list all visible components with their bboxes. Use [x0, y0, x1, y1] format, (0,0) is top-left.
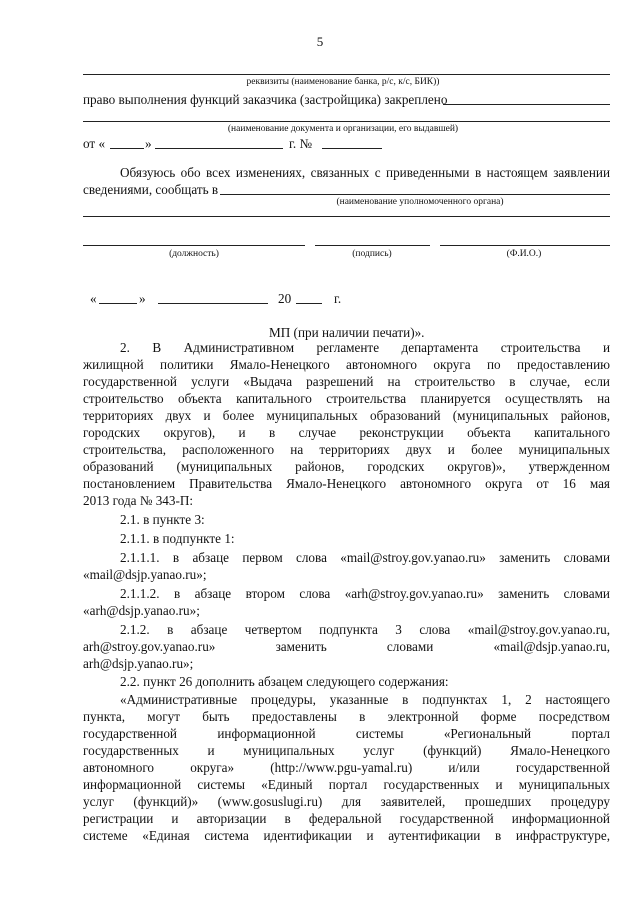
customer-functions-line [443, 104, 610, 105]
pledge-text-line-2: сведениями, сообщать в [83, 182, 219, 197]
p2-line-9: постановлением Правительства Ямало-Ненецкого автономного округа от 16 мая [83, 476, 610, 491]
quote-line-6: информационной системы «Единый портал государственных и муниципальных [83, 777, 610, 792]
s21111-line-2: «mail@dsjp.yanao.ru»; [83, 567, 207, 582]
authority-line [220, 194, 610, 195]
date-month-line [155, 148, 283, 149]
sign-year-prefix: 20 [278, 291, 292, 306]
date-day-line [110, 148, 144, 149]
s2112-line-3: arh@dsjp.yanao.ru»; [83, 656, 194, 671]
quote-line-1: «Административные процедуры, указанные в подпунктах 1, 2 настоящего [120, 692, 610, 707]
quote-line-5: автономного округа» (http://www.pgu-yamal.ru) и/или государственной [83, 760, 610, 775]
document-line [83, 121, 610, 122]
position-caption: (должность) [169, 249, 219, 259]
p2-line-4: строительство объекта капитального строительства планируется осуществлять на [83, 391, 610, 406]
p2-line-5: территориях двух и более муниципальных образований (муниципальных районов, [83, 408, 610, 423]
quote-line-2: пункта, могут быть предоставлены в электронной форме посредством [83, 709, 610, 724]
date-quote: » [145, 136, 152, 151]
name-line [440, 245, 610, 246]
p2-line-6: городских округов), и в случае реконструкции объекта капитального [83, 425, 610, 440]
quote-line-9: системе «Единая система идентификации и аутентификации в инфраструктуре, [83, 828, 610, 843]
pledge-text-line-1: Обязуюсь обо всех изменениях, связанных с приведенными в настоящем заявлении [120, 165, 610, 180]
sign-date-close-quote: » [139, 291, 146, 306]
position-line [83, 245, 305, 246]
p2-line-8: образований (муниципальных районов, городских округов)», утвержденном [83, 459, 610, 474]
signature-caption: (подпись) [352, 249, 392, 259]
p2-line-3: государственной услуги «Выдача разрешений на строительство в случае, если [83, 374, 610, 389]
page-number: 5 [316, 34, 324, 49]
bank-requisites-line [83, 74, 610, 75]
p2-line-1: 2. В Административном регламенте департамента строительства и [120, 340, 610, 355]
document-caption: (наименование документа и организации, его выдавшей) [227, 124, 459, 134]
year-number-label: г. № [289, 136, 313, 151]
s211-line: 2.1. в пункте 3: [120, 512, 205, 527]
authority-line-2 [83, 216, 610, 217]
name-caption: (Ф.И.О.) [506, 249, 542, 259]
customer-functions-text: право выполнения функций заказчика (застройщика) закреплено [83, 92, 448, 107]
sign-year-line [296, 303, 322, 304]
authority-caption: (наименование уполномоченного органа) [336, 197, 504, 207]
quote-line-4: государственных и муниципальных услуг (функций) Ямало-Ненецкого [83, 743, 610, 758]
stamp-text: МП (при наличии печати)». [269, 325, 425, 340]
p2-line-2: жилищной политики Ямало-Ненецкого автономного округа по предоставлению [83, 357, 610, 372]
s2112-line-2: arh@stroy.gov.yanao.ru» заменить словами «mail@dsjp.yanao.ru, [83, 639, 610, 654]
s2111-line: 2.1.1. в подпункте 1: [120, 531, 235, 546]
date-from-label: от « [83, 136, 106, 151]
quote-line-3: государственной информационной системы «Региональный портал [83, 726, 610, 741]
sign-date-month-line [158, 303, 268, 304]
document-number-line [322, 148, 382, 149]
quote-line-7: услуг (функций)» (www.gosuslugi.ru) для заявителей, прошедших процедуру [83, 794, 610, 809]
s21112-line-2: «arh@dsjp.yanao.ru»; [83, 603, 200, 618]
sign-date-day-line [99, 303, 137, 304]
s21112-line-1: 2.1.1.2. в абзаце втором слова «arh@stroy.gov.yanao.ru» заменить словами [120, 586, 610, 601]
sign-date-open-quote: « [90, 291, 97, 306]
s21111-line-1: 2.1.1.1. в абзаце первом слова «mail@stroy.gov.yanao.ru» заменить словами [120, 550, 610, 565]
s2112-line-1: 2.1.2. в абзаце четвертом подпункта 3 слова «mail@stroy.gov.yanao.ru, [120, 622, 610, 637]
sign-year-suffix: г. [334, 291, 342, 306]
bank-requisites-caption: реквизиты (наименование банка, р/с, к/с, БИК)) [246, 77, 440, 87]
p2-line-7: строительства, расположенного на территориях двух и более муниципальных [83, 442, 610, 457]
p2-line-10: 2013 года № 343-П: [83, 493, 194, 508]
s22-line: 2.2. пункт 26 дополнить абзацем следующего содержания: [120, 674, 449, 689]
quote-line-8: регистрации и авторизации в федеральной государственной информационной [83, 811, 610, 826]
signature-line [315, 245, 430, 246]
